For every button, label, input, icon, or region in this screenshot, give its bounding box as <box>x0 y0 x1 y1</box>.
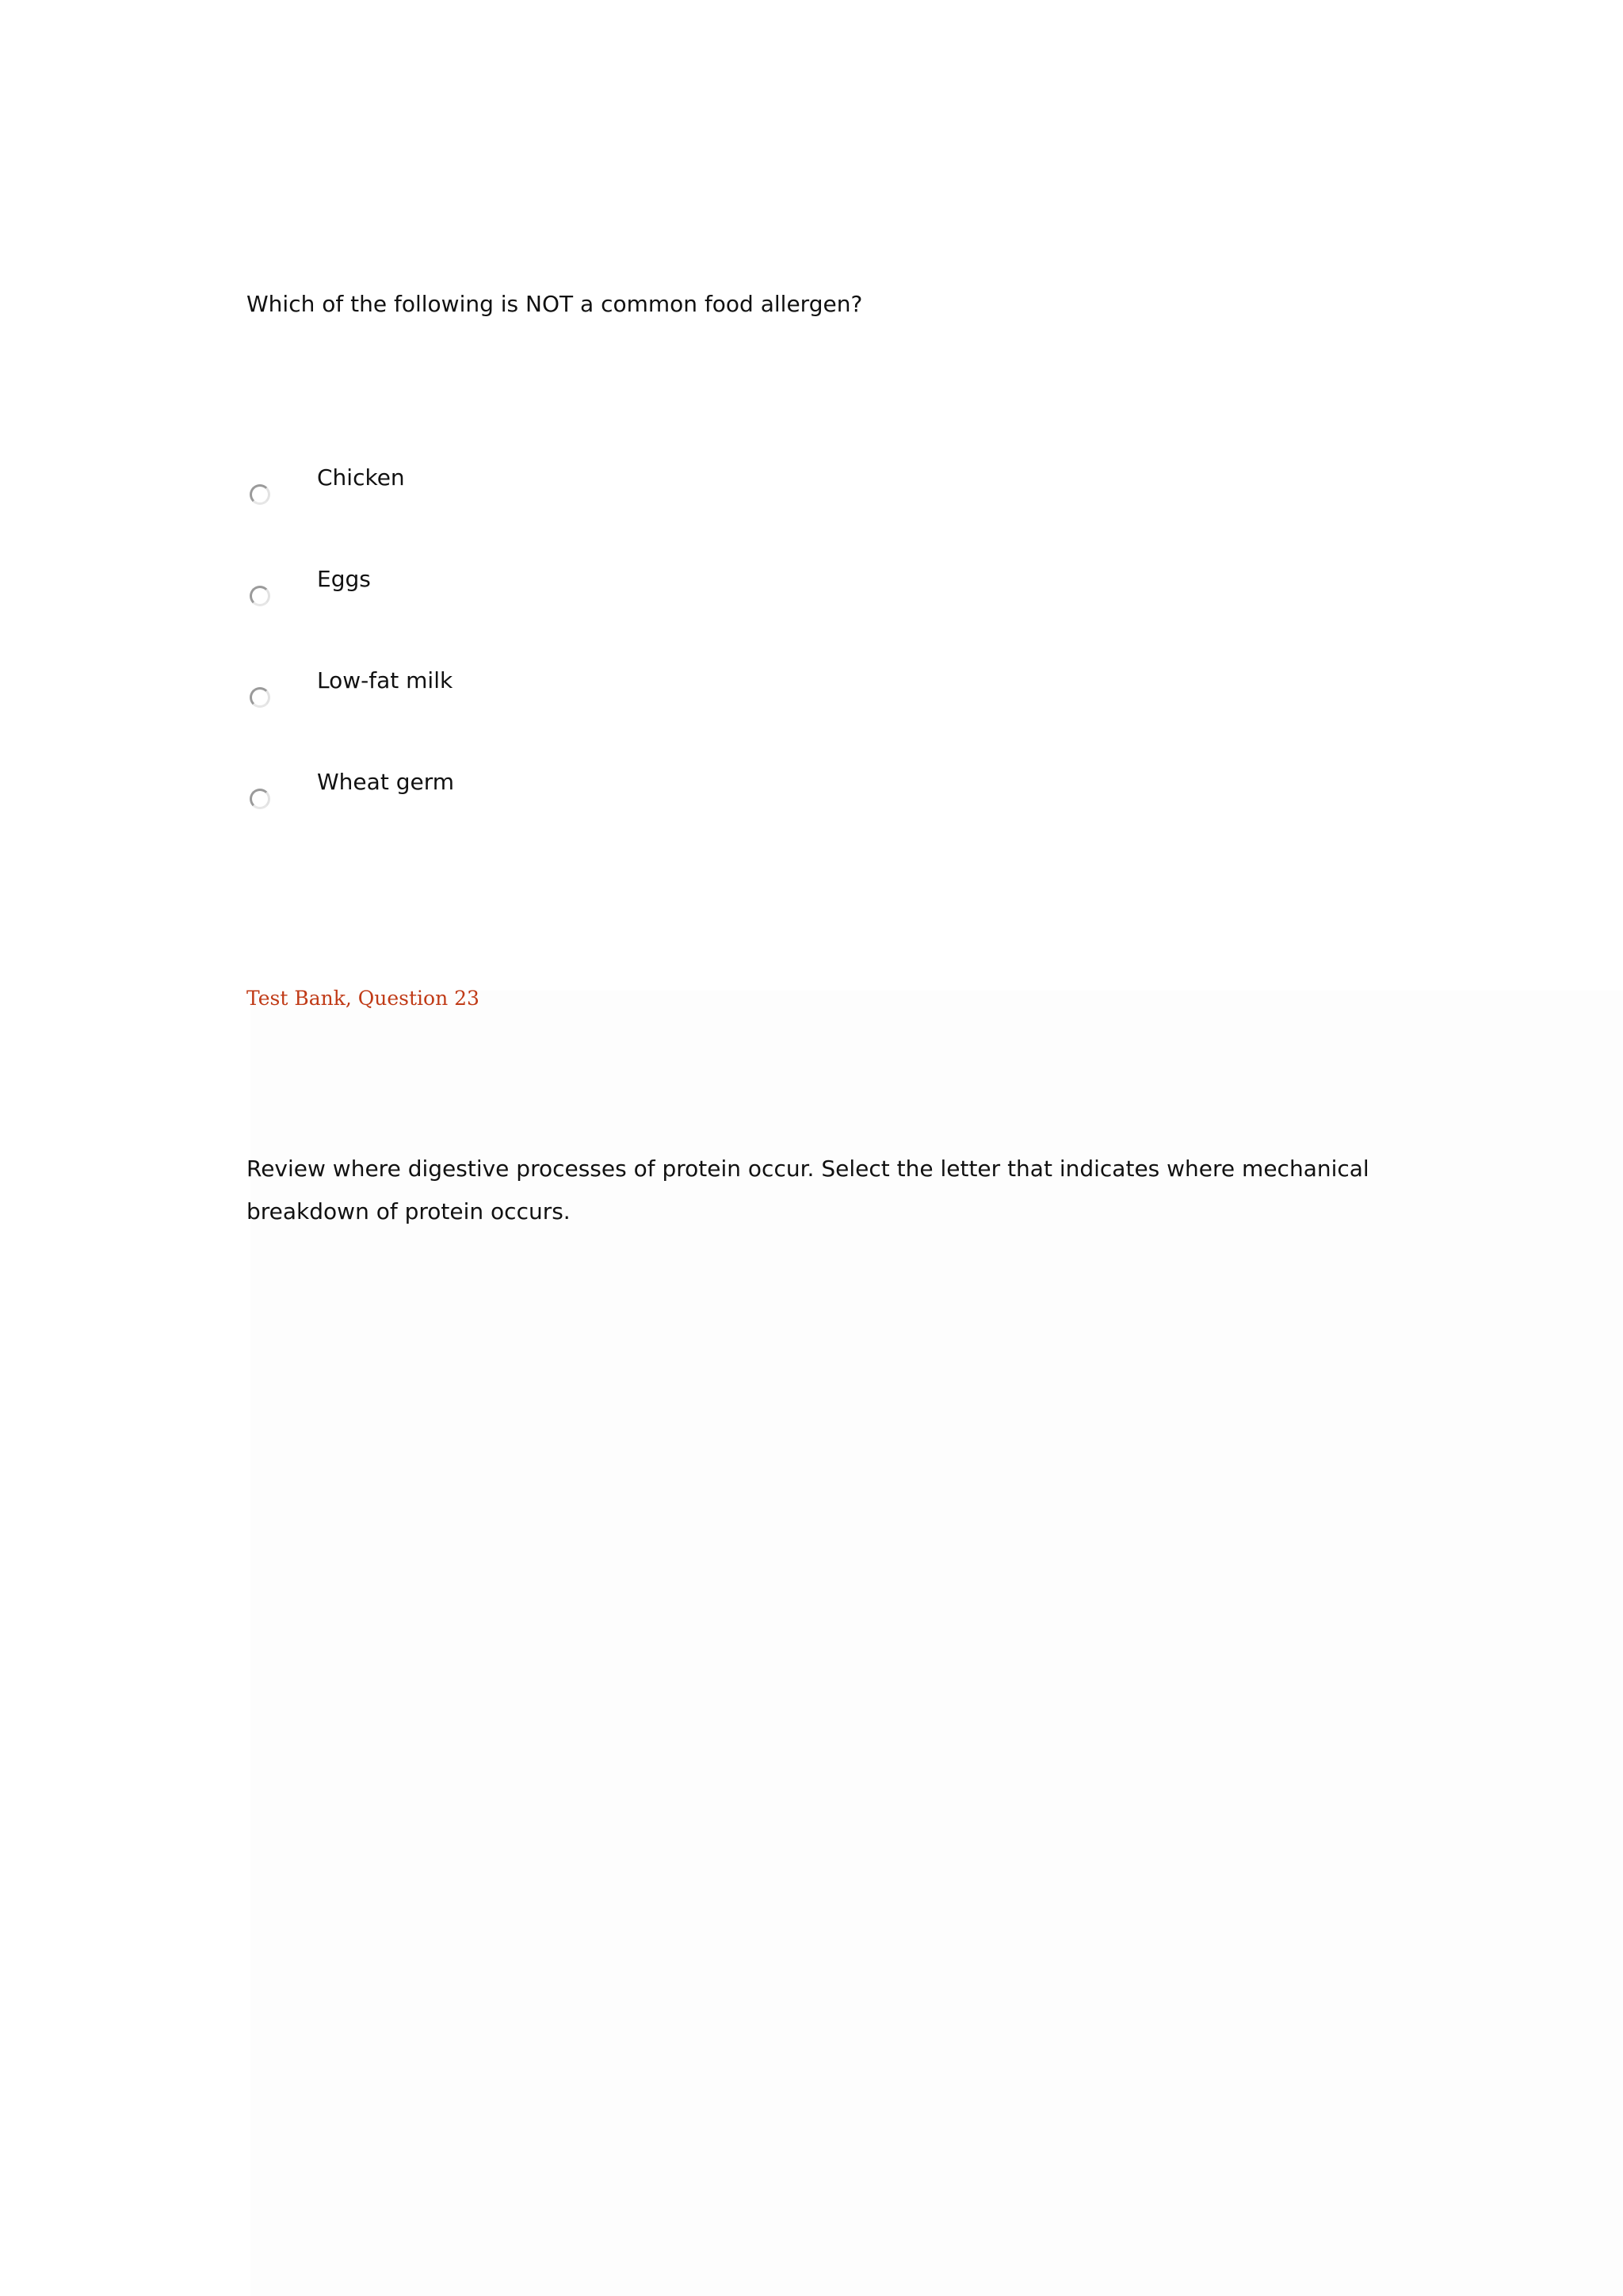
answer-option-label: Wheat germ <box>317 769 454 795</box>
radio-button[interactable] <box>250 687 270 708</box>
answer-option-label: Eggs <box>317 566 371 592</box>
question-prompt: Which of the following is NOT a common food allergen? <box>246 291 863 317</box>
radio-button[interactable] <box>250 484 270 505</box>
radio-button[interactable] <box>250 586 270 606</box>
question-prompt-2: Review where digestive processes of protein occur. Select the letter that indicates where mechanical breakdown of protein occurs. <box>246 1156 1369 1224</box>
answer-option-eggs[interactable] <box>246 565 722 613</box>
answer-option-label: Low-fat milk <box>317 667 453 693</box>
question-source-link[interactable]: Test Bank, Question 23 <box>246 987 479 1010</box>
answer-option-wheat-germ[interactable] <box>246 768 722 816</box>
answer-option-label: Chicken <box>317 464 405 491</box>
answer-option-low-fat-milk[interactable] <box>246 667 722 714</box>
radio-button[interactable] <box>250 789 270 809</box>
answer-option-chicken[interactable] <box>246 464 722 511</box>
